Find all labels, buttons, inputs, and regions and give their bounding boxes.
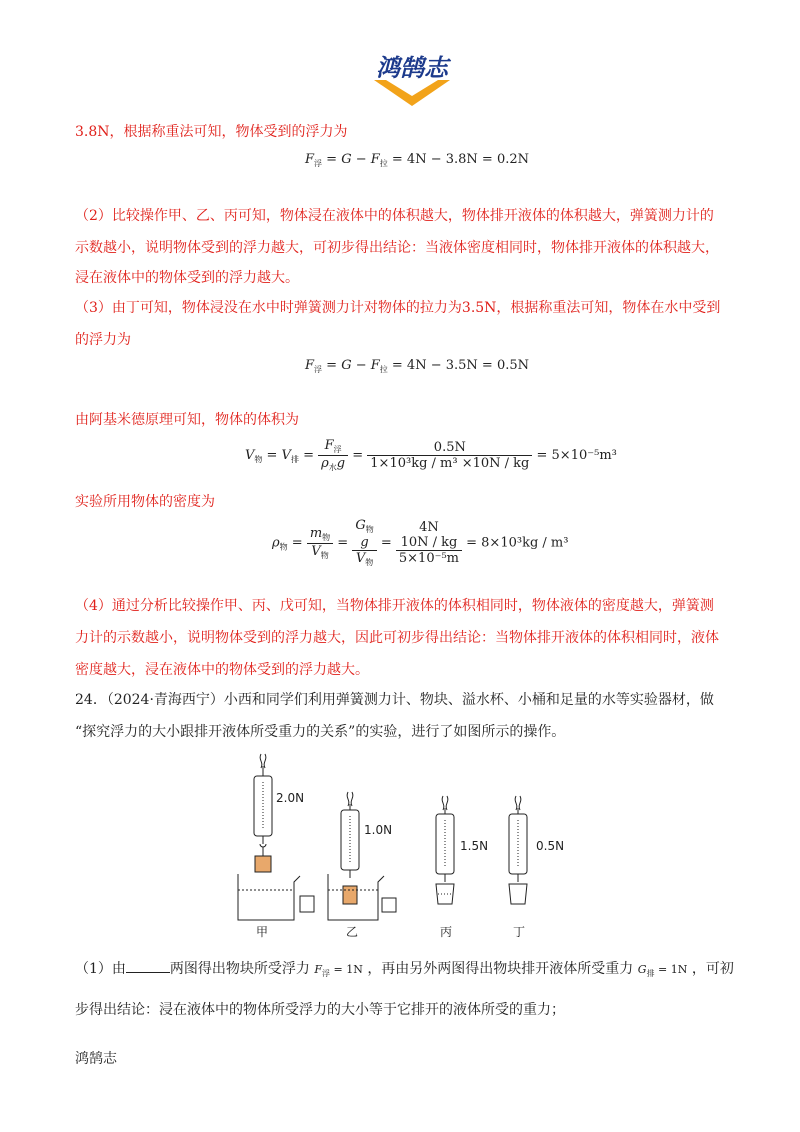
reading-bing: 1.5N: [460, 839, 489, 853]
equation-density: $\rho_物$ = $\frac{m_物}{V_物}$ = $G_物$ g $V_物$ = 4N 10N / kg 5×10⁻⁵m = 8×10³kg / m³: [272, 518, 569, 567]
label-bing: 丙: [440, 925, 453, 939]
answer-4-line-1: （4）通过分析比较操作甲、丙、戊可知，当物体排开液体的体积相同时，物体液体的密度越大，弹簧测: [75, 598, 714, 614]
footer-text: 鸿鹄志: [75, 1051, 117, 1067]
answer-4-line-3: 密度越大，浸在液体中的物体受到的浮力越大。: [75, 662, 369, 678]
question-24-part-1: （1）由 两图得出物块所受浮力 $F_浮 = 1N$ ，再由另外两图得出物块排开液体所受重力 $G_排 = 1N$ ，可初: [75, 958, 734, 984]
question-24-line-2: “探究浮力的大小跟排开液体所受重力的关系”的实验，进行了如图所示的操作。: [75, 724, 566, 740]
setup-ding: [509, 796, 564, 939]
reading-yi: 1.0N: [364, 823, 393, 837]
brand-logo: [352, 52, 472, 108]
answer-2-line-3: 浸在液体中的物体受到的浮力越大。: [75, 270, 299, 286]
setup-bing: [436, 796, 488, 939]
answer-density-intro: 实验所用物体的密度为: [75, 494, 215, 510]
answer-volume-intro: 由阿基米德原理可知，物体的体积为: [75, 412, 299, 428]
answer-blank[interactable]: [126, 958, 170, 973]
answer-4-line-2: 力计的示数越小，说明物体受到的浮力越大，因此可初步得出结论：当物体排开液体的体积相同时，液体: [75, 630, 719, 646]
label-jia: 甲: [256, 925, 269, 939]
answer-2-line-1: （2）比较操作甲、乙、丙可知，物体浸在液体中的体积越大，物体排开液体的体积越大，弹簧测力计的: [75, 208, 714, 224]
answer-3-line-2: 的浮力为: [75, 332, 131, 348]
equation-buoyancy-1: $F_浮 = G - F_拉 = 4N - 3.8N = 0.2N$: [305, 152, 529, 168]
question-24-part-1-line-2: 步得出结论：浸在液体中的物体所受浮力的大小等于它排开的液体所受的重力；: [75, 1002, 565, 1018]
equation-volume: $V_物 = V_排$ = $\frac{F_浮}{\rho_水g}$ = $\frac{0.5N}{\text{1×10³kg / m³ ×10N / kg}}$ = 5×10⁻⁵m³: [245, 438, 617, 472]
setup-yi: [328, 792, 396, 939]
reading-jia: 2.0N: [276, 791, 305, 805]
setup-jia: [238, 754, 314, 939]
equation-buoyancy-2: $F_浮 = G - F_拉 = 4N - 3.5N = 0.5N$: [305, 358, 529, 374]
label-yi: 乙: [346, 925, 359, 939]
answer-2-line-2: 示数越小，说明物体受到的浮力越大，可初步得出结论：当液体密度相同时，物体排开液体的体积越大，: [75, 240, 719, 256]
logo-text: 鸿鹄志: [376, 54, 448, 82]
answer-3-line-1: （3）由丁可知，物体浸没在水中时弹簧测力计对物体的拉力为3.5N，根据称重法可知，物体在水中受到: [75, 300, 721, 316]
experiment-figure: [228, 752, 568, 940]
answer-para-1: 3.8N，根据称重法可知，物体受到的浮力为: [75, 124, 348, 140]
label-ding: 丁: [513, 925, 526, 939]
reading-ding: 0.5N: [536, 839, 565, 853]
question-24-line-1: 24．（2024·青海西宁）小西和同学们利用弹簧测力计、物块、溢水杯、小桶和足量的水等实验器材，做: [75, 692, 714, 708]
